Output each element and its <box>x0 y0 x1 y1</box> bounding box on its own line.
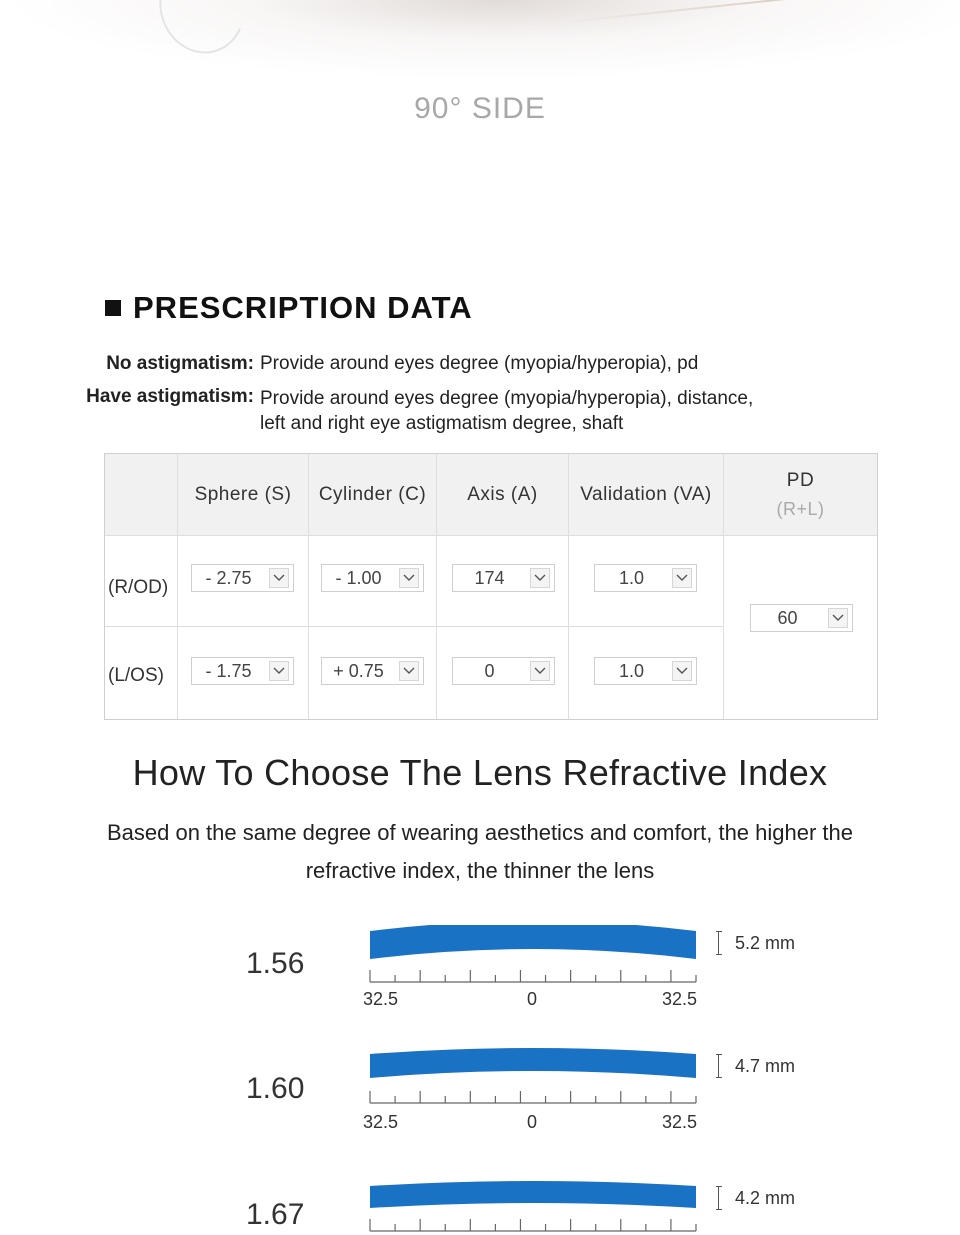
select-value: 60 <box>777 607 798 628</box>
refractive-index-subtitle <box>80 814 880 890</box>
select-value: 0 <box>484 660 495 681</box>
prescription-table <box>104 453 878 720</box>
chevron-down-icon <box>530 568 550 588</box>
ruler <box>368 1084 698 1106</box>
select-value: + 0.75 <box>333 660 384 681</box>
right-axis-select[interactable] <box>452 564 555 592</box>
divider <box>105 626 723 627</box>
ruler <box>368 963 698 985</box>
have-astigmatism-text <box>260 386 820 436</box>
row-label-right-eye: (R/OD) <box>108 577 169 598</box>
refractive-index-title: How To Choose The Lens Refractive Index <box>132 752 828 793</box>
select-value: - 1.75 <box>205 660 252 681</box>
left-va-select[interactable] <box>594 657 697 685</box>
ruler-center-label: 0 <box>527 989 538 1009</box>
left-axis-select[interactable] <box>452 657 555 685</box>
select-value: 1.0 <box>618 567 645 588</box>
header-axis: Axis (A) <box>467 483 538 505</box>
prescription-section-title <box>105 290 473 326</box>
ruler-right-label: 32.5 <box>662 1112 698 1132</box>
no-astigmatism-label: No astigmatism: <box>106 353 254 374</box>
select-value: - 1.00 <box>335 567 382 588</box>
refractive-index-value: 1.56 <box>246 947 305 980</box>
header-cylinder: Cylinder (C) <box>318 483 427 505</box>
left-sphere-select[interactable] <box>191 657 294 685</box>
lens-cross-section <box>368 925 698 965</box>
right-cylinder-select[interactable] <box>321 564 424 592</box>
have-astigmatism-line-2: left and right eye astigmatism degree, shaft <box>260 413 624 434</box>
chevron-down-icon <box>672 568 692 588</box>
ruler-left-label: 32.5 <box>363 1112 399 1132</box>
product-image-shadow <box>0 0 960 80</box>
thickness-value: 4.7 mm <box>735 1055 796 1076</box>
lens-diagram-160 <box>0 1048 960 1148</box>
ruler <box>368 1212 698 1234</box>
have-astigmatism-label: Have astigmatism: <box>86 386 254 407</box>
pd-label: PD <box>786 469 815 491</box>
pd-sub-label: (R+L) <box>776 498 825 519</box>
lens-cross-section <box>368 1048 698 1088</box>
square-bullet-icon <box>105 300 121 316</box>
select-value: 1.0 <box>618 660 645 681</box>
ruler-center-label: 0 <box>527 1112 538 1132</box>
chevron-down-icon <box>269 661 289 681</box>
header-validation: Validation (VA) <box>580 483 712 505</box>
thickness-value: 4.2 mm <box>735 1187 796 1208</box>
thickness-indicator <box>716 931 795 955</box>
have-astigmatism-line-1: Provide around eyes degree (myopia/hyperopia), distance, <box>260 388 754 409</box>
chevron-down-icon <box>530 661 550 681</box>
view-angle-label: 90° SIDE <box>414 92 546 125</box>
select-value: 174 <box>474 567 505 588</box>
right-sphere-select[interactable] <box>191 564 294 592</box>
ruler-right-label: 32.5 <box>662 989 698 1009</box>
chevron-down-icon <box>672 661 692 681</box>
right-va-select[interactable] <box>594 564 697 592</box>
pd-select[interactable] <box>750 604 853 632</box>
refractive-index-value: 1.60 <box>246 1072 305 1105</box>
chevron-down-icon <box>269 568 289 588</box>
thickness-value: 5.2 mm <box>735 932 796 953</box>
thickness-bracket-icon <box>716 1054 722 1078</box>
header-sphere: Sphere (S) <box>194 483 292 505</box>
refractive-index-value: 1.67 <box>246 1198 305 1231</box>
chevron-down-icon <box>399 661 419 681</box>
chevron-down-icon <box>399 568 419 588</box>
no-astigmatism-text: Provide around eyes degree (myopia/hyperopia), pd <box>260 353 699 374</box>
thickness-indicator <box>716 1186 795 1210</box>
divider <box>105 535 877 536</box>
thickness-bracket-icon <box>716 1186 722 1210</box>
left-cylinder-select[interactable] <box>321 657 424 685</box>
subtitle-line-1: Based on the same degree of wearing aesthetics and comfort, the higher the <box>106 820 853 845</box>
thickness-bracket-icon <box>716 931 722 955</box>
select-value: - 2.75 <box>205 567 252 588</box>
header-pd <box>724 454 877 535</box>
thickness-indicator <box>716 1054 795 1078</box>
row-label-left-eye: (L/OS) <box>108 665 164 686</box>
prescription-title: PRESCRIPTION DATA <box>133 290 473 325</box>
chevron-down-icon <box>828 608 848 628</box>
lens-diagram-167 <box>0 1178 960 1235</box>
lens-diagram-156 <box>0 925 960 1025</box>
ruler-left-label: 32.5 <box>363 989 399 1009</box>
subtitle-line-2: refractive index, the thinner the lens <box>305 858 655 883</box>
